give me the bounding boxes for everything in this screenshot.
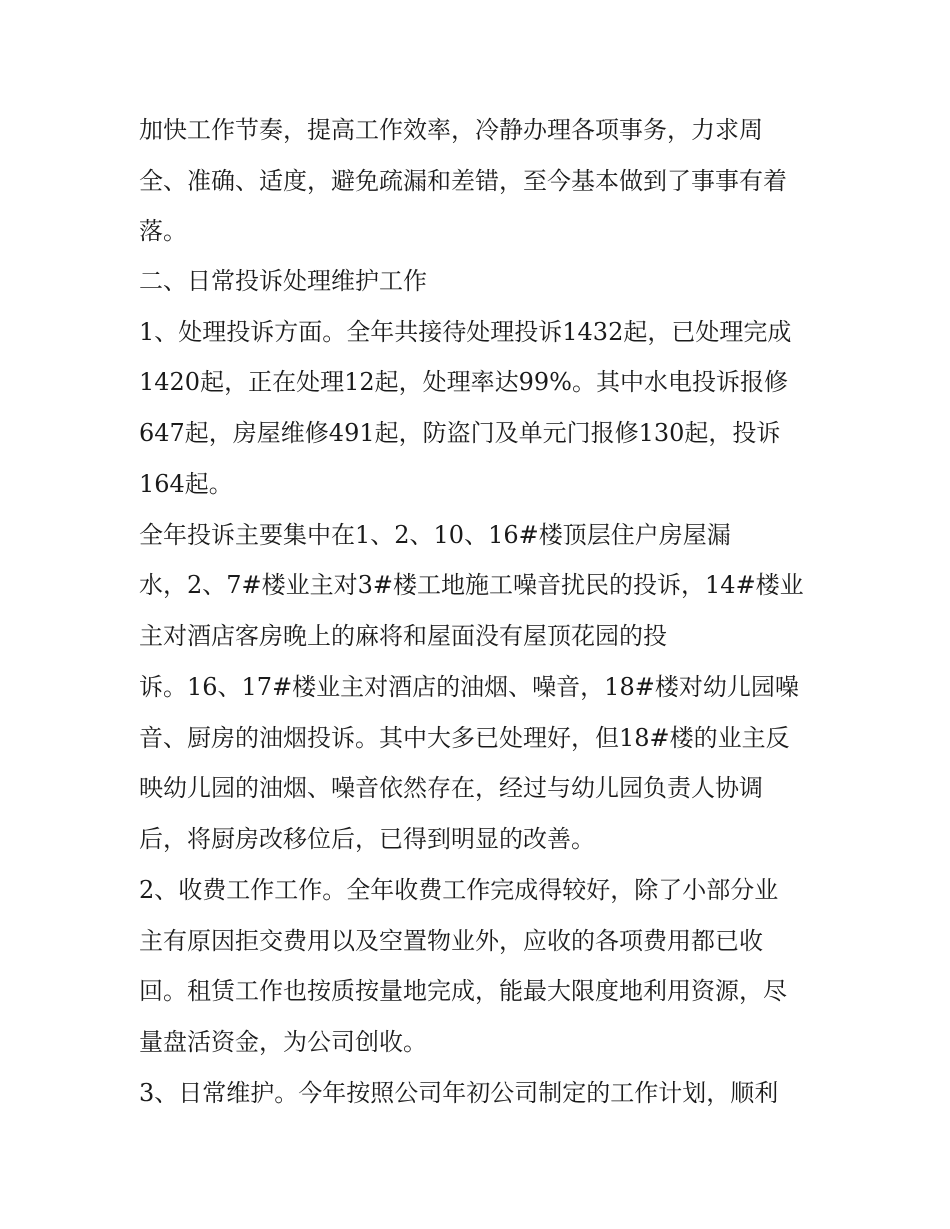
text-line-1: 加快工作节奏，提高工作效率，冷静办理各项事务，力求周 (139, 116, 763, 144)
text-line-12: 诉。16、17#楼业主对酒店的油烟、噪音，18#楼对幼儿园噪 (139, 673, 799, 701)
text-line-2: 全、准确、适度，避免疏漏和差错，至今基本做到了事事有着 (139, 167, 787, 195)
text-line-15: 后，将厨房改移位后，已得到明显的改善。 (139, 825, 595, 853)
text-line-8: 164起。 (139, 470, 233, 498)
text-line-7: 647起，房屋维修491起，防盗门及单元门报修130起，投诉 (139, 419, 781, 447)
section-heading: 二、日常投诉处理维护工作 (139, 267, 427, 295)
text-line-6: 1420起，正在处理12起，处理率达99%。其中水电投诉报修 (139, 368, 788, 396)
text-line-20: 3、日常维护。今年按照公司年初公司制定的工作计划，顺利 (139, 1079, 779, 1107)
text-line-13: 音、厨房的油烟投诉。其中大多已处理好，但18#楼的业主反 (139, 724, 790, 752)
text-line-16: 2、收费工作工作。全年收费工作完成得较好，除了小部分业 (139, 876, 779, 904)
text-line-18: 回。租赁工作也按质按量地完成，能最大限度地利用资源，尽 (139, 977, 787, 1005)
text-line-9: 全年投诉主要集中在1、2、10、16#楼顶层住户房屋漏 (139, 521, 731, 549)
text-line-19: 量盘活资金，为公司创收。 (139, 1028, 427, 1056)
text-line-17: 主有原因拒交费用以及空置物业外，应收的各项费用都已收 (139, 927, 763, 955)
text-line-5: 1、处理投诉方面。全年共接待处理投诉1432起，已处理完成 (139, 318, 792, 346)
text-line-3: 落。 (139, 217, 187, 245)
text-line-11: 主对酒店客房晚上的麻将和屋面没有屋顶花园的投 (139, 622, 667, 650)
text-line-14: 映幼儿园的油烟、噪音依然存在，经过与幼儿园负责人协调 (139, 774, 763, 802)
text-line-10: 水，2、7#楼业主对3#楼工地施工噪音扰民的投诉，14#楼业 (139, 571, 804, 599)
